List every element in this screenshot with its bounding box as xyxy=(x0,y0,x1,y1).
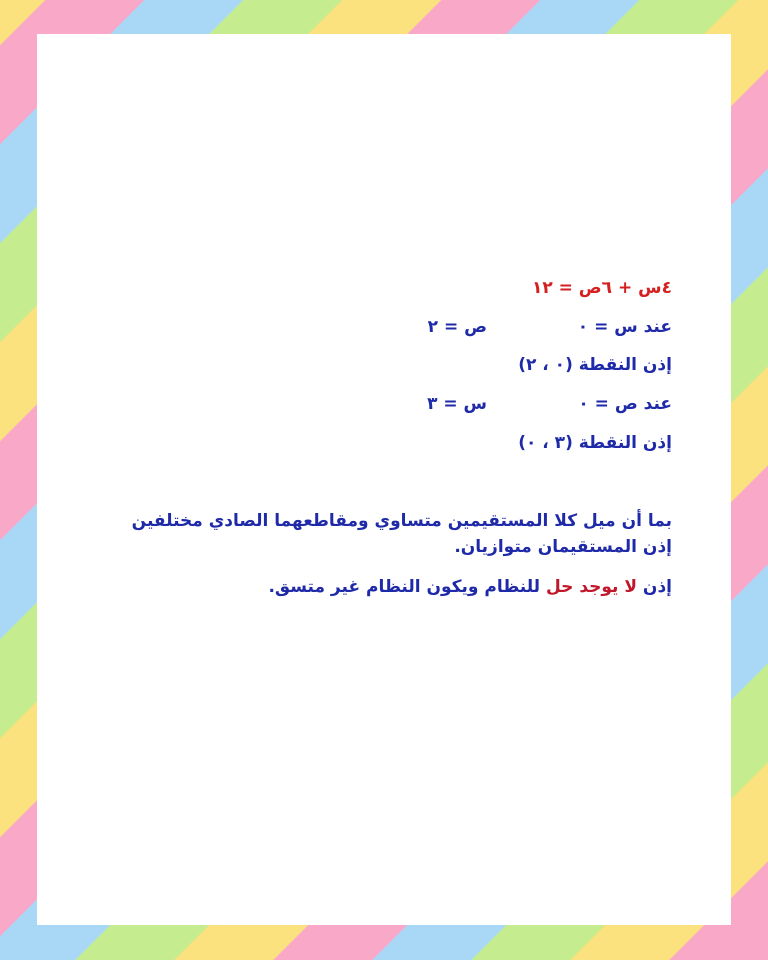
final-prefix: إذن xyxy=(637,577,672,597)
conclusion-paragraph: بما أن ميل كلا المستقيمين متساوي ومقاطعهما الصادي مختلفين إذن المستقيمان متوازيان. xyxy=(131,511,672,558)
equation-line: ٤س + ٦ص = ١٢ xyxy=(531,278,672,298)
point-line-1: إذن النقطة (٠ ، ٢) xyxy=(518,355,672,375)
intercept-row-1 xyxy=(127,316,672,340)
condition-x-zero: عند س = ٠ xyxy=(577,317,672,337)
white-page xyxy=(37,34,731,925)
no-solution-highlight: لا يوجد حل xyxy=(545,577,638,597)
result-x-value: س = ٣ xyxy=(427,394,487,414)
intercept-row-2 xyxy=(127,393,672,417)
result-y-value: ص = ٢ xyxy=(427,317,487,337)
final-statement xyxy=(268,576,672,598)
point-line-2: إذن النقطة (٣ ، ٠) xyxy=(518,433,672,453)
condition-y-zero: عند ص = ٠ xyxy=(578,394,672,414)
solution-content xyxy=(127,34,672,925)
final-suffix: للنظام ويكون النظام غير متسق. xyxy=(268,577,546,597)
